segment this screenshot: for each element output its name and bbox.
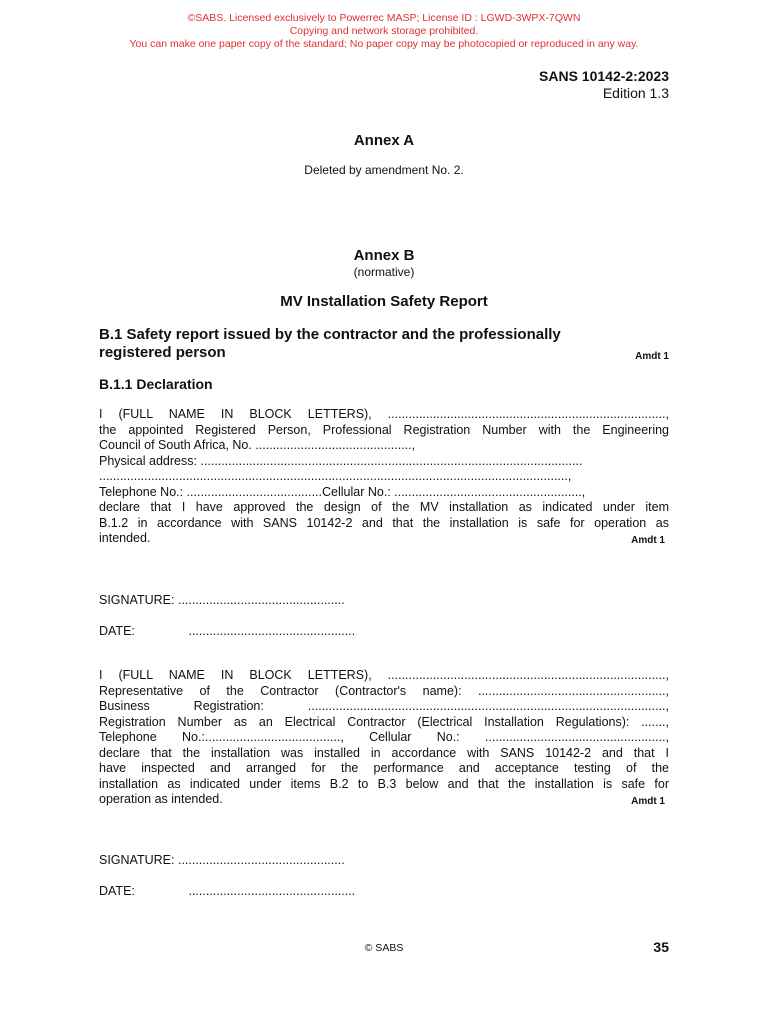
amendment-marker: Amdt 1 [631,796,665,807]
section-b11-heading: B.1.1 Declaration [99,376,213,392]
standard-code: SANS 10142-2:2023 [539,68,669,84]
declaration-paragraph-2 [99,668,669,808]
declaration-line: Telephone No.: .......................................Cellular No.: ......................................................, [99,484,586,499]
declaration-paragraph-1 [99,407,669,547]
declaration-line: operation as intended. [99,792,223,806]
declaration-line: I (FULL NAME IN BLOCK LETTERS), ................................................................................, [99,407,669,421]
license-notice-line-2: Copying and network storage prohibited. [289,25,479,37]
license-notice-line-3: You can make one paper copy of the standard; No paper copy may be photocopied or reproduced in any way. [129,38,639,50]
date-label: DATE: [99,884,135,898]
annex-a-title: Annex A [353,132,415,149]
signature-line [99,593,345,607]
declaration-line: intended. [99,531,151,545]
date-line [99,884,355,898]
amendment-marker: Amdt 1 [635,351,669,362]
footer-copyright: © SABS [364,942,404,954]
declaration-line: declare that the installation was installed in accordance with SANS 10142-2 and that I [99,745,669,760]
section-b1-heading-line-2: registered person [99,344,226,361]
annex-a-note: Deleted by amendment No. 2. [304,163,464,177]
declaration-line: Registration Number as an Electrical Contractor (Electrical Installation Regulations): ......., [99,714,669,729]
date-field: ................................................ [188,884,356,898]
declaration-line: ......................................................................................................................................., [99,469,572,483]
declaration-line: installation as indicated under items B.2 to B.3 below and that the installation is safe for [99,776,669,791]
report-title: MV Installation Safety Report [280,293,488,310]
date-label: DATE: [99,624,135,638]
amendment-marker: Amdt 1 [631,535,665,546]
declaration-line: Physical address: .............................................................................................................. [99,453,583,468]
signature-line [99,853,345,867]
section-b1-heading [99,326,669,362]
declaration-line: B.1.2 in accordance with SANS 10142-2 and that the installation is safe for operation as [99,515,669,530]
declaration-line: the appointed Registered Person, Professional Registration Number with the Engineering [99,422,669,437]
declaration-line: Council of South Africa, No. ............................................., [99,438,416,452]
license-notice-line-1: ©SABS. Licensed exclusively to Powerrec MASP; License ID : LGWD-3WPX-7QWN [187,12,581,24]
signature-field: ................................................ [177,853,345,867]
declaration-line: have inspected and arranged for the performance and acceptance testing of the [99,761,669,775]
annex-b-subtitle: (normative) [353,265,415,279]
declaration-line: I (FULL NAME IN BLOCK LETTERS), ................................................................................, [99,668,669,682]
declaration-line: Telephone No.:......................................., Cellular No.: ...................................................., [99,730,669,744]
section-b1-heading-line-1: B.1 Safety report issued by the contractor and the professionally [99,326,561,343]
signature-field: ................................................ [177,593,345,607]
annex-b-title: Annex B [353,247,415,264]
declaration-line: Representative of the Contractor (Contractor's name): ......................................................, [99,683,669,698]
signature-label: SIGNATURE: [99,593,175,607]
page-number: 35 [653,939,669,955]
declaration-line: declare that I have approved the design of the MV installation as indicated under item [99,500,669,514]
signature-label: SIGNATURE: [99,853,175,867]
edition-label: Edition 1.3 [602,85,669,101]
date-line [99,624,355,638]
declaration-line: Business Registration: ......................................................................................................., [99,699,669,713]
date-field: ................................................ [188,624,356,638]
